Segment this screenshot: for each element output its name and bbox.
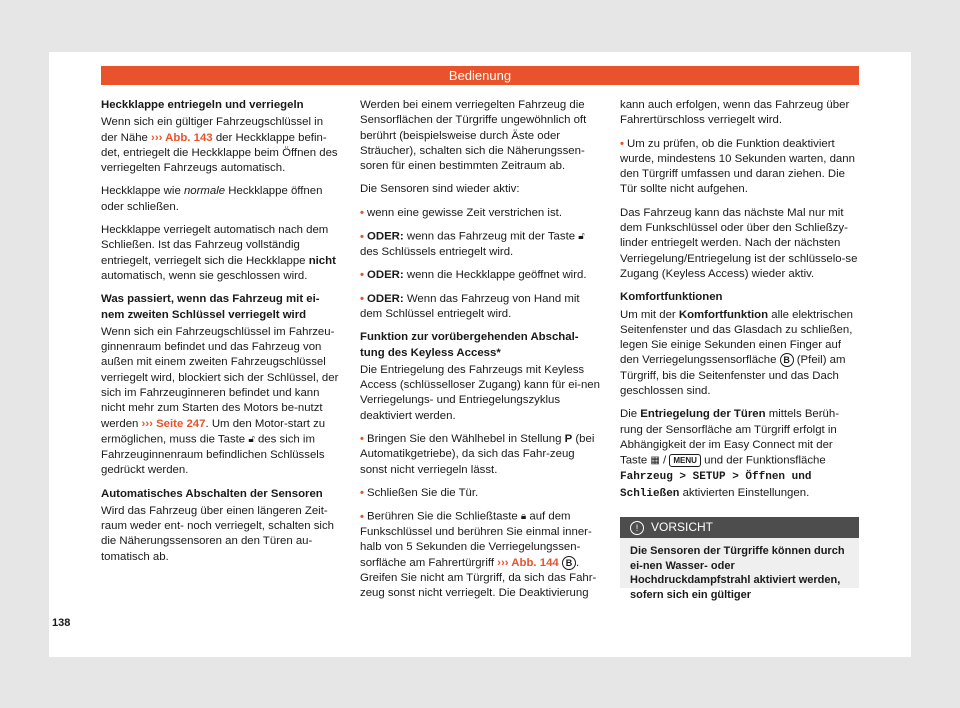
menu-key-icon: MENU [669, 454, 701, 467]
warning-title: VORSICHT [651, 520, 714, 534]
heading-sensor-shutdown: Automatisches Abschalten der Sensoren [101, 487, 323, 500]
paragraph: Die Entriegelung des Fahrzeugs mit Keyless Access (schlüsselloser Zugang) kann für ei-nen Verriegelungs- und Entriegelungszyklus deaktiviert werden. [360, 363, 600, 422]
bullet-icon: • [360, 269, 364, 282]
paragraph: Das Fahrzeug kann das nächste Mal nur mit dem Funkschlüssel oder über den Schließzy-linder entriegelt werden. Nach der nächsten Verriegelung/Entriegelung ist der schlüsselo-se Zugang (Keyless Access) wieder aktiv. [620, 206, 858, 280]
list-item: • ODER: Wenn das Fahrzeug von Hand mit dem Schlüssel entriegelt wird. [360, 292, 580, 320]
bullet-icon: • [620, 137, 624, 150]
column-right [620, 98, 860, 510]
apps-grid-icon: ▦ [650, 455, 660, 467]
page-number: 138 [52, 617, 71, 629]
paragraph: Werden bei einem verriegelten Fahrzeug die Sensorflächen der Türgriffe ungewöhnlich oft berührt (beispielsweise durch Äste oder Sträucher), schalten sich die Näherungssen-soren für einen bestimmten Zeitraum ab. [360, 99, 587, 173]
list-item: • Bringen Sie den Wählhebel in Stellung P (bei Automatikgetriebe), da sich das Fahr-zeug sonst nicht verriegeln lässt. [360, 433, 595, 476]
bullet-icon: • [360, 510, 364, 523]
bullet-icon: • [360, 433, 364, 446]
warning-box [620, 517, 859, 601]
column-left [101, 98, 341, 573]
paragraph: Die Entriegelung der Türen mittels Berüh-rung der Sensorfläche am Türgriff erfolgt in Abhängigkeit der im Easy Connect mit der Taste ▦ / MENU und der Funktionsfläche Fahrzeug > SETUP > Öffnen und Schließen aktivierten Einstellungen. [620, 408, 840, 500]
list-item: • ODER: wenn das Fahrzeug mit der Taste 🔓︎ des Schlüssels entriegelt wird. [360, 230, 585, 259]
unlock-key-icon: 🔓︎ [248, 433, 255, 445]
paragraph: Um mit der Komfortfunktion alle elektrischen Seitenfenster und das Glasdach zu schließen, legen Sie einige Sekunden einen Finger auf den Verriegelungssensorfläche B (Pfeil) am Türgriff, bis die Seitenfenster und das Dach geschlossen sind. [620, 308, 853, 398]
figure-ref-link[interactable]: ››› Abb. 144 [497, 556, 559, 569]
section-header: Bedienung [101, 66, 859, 85]
heading-comfort: Komfortfunktionen [620, 291, 723, 304]
heading-second-key: Was passiert, wenn das Fahrzeug mit ei-nem zweiten Schlüssel verriegelt wird [101, 293, 320, 321]
list-item: • ODER: wenn die Heckklappe geöffnet wird. [360, 269, 587, 282]
list-item: • Um zu prüfen, ob die Funktion deaktiviert wurde, mindestens 10 Sekunden warten, dann den Türgriff umfassen und daran ziehen. Die Tür sollte nicht aufgehen. [620, 137, 855, 196]
warning-header [620, 517, 859, 538]
bullet-icon: • [360, 292, 364, 305]
info-alert-icon: ! [630, 521, 644, 535]
callout-b-icon: B [780, 353, 794, 367]
paragraph: Wenn sich ein Fahrzeugschlüssel im Fahrzeu-ginnenraum befindet und das Fahrzeug von außen mit einem zweiten Fahrzeugschlüssel verriegelt wird, blockiert sich der Schlüssel, der sich im Fahrzeuginneren befindet und kann nicht mehr zum Starten des Motors be-nutzt werden ››› Seite 247. Um den Motor-start zu ermöglichen, muss die Taste 🔓︎ des sich im Fahrzeuginnenraum befindlichen Schlüssels gedrückt werden. [101, 325, 339, 477]
paragraph: Heckklappe wie normale Heckklappe öffnen oder schließen. [101, 185, 323, 213]
bullet-icon: • [360, 486, 364, 499]
warning-text: Die Sensoren der Türgriffe können durch ei-nen Wasser- oder Hochdruckdampfstrahl aktiviert werden, sofern sich ein gültiger [630, 545, 845, 601]
callout-b-icon: B [562, 556, 576, 570]
list-item: • wenn eine gewisse Zeit verstrichen ist. [360, 206, 562, 219]
paragraph: kann auch erfolgen, wenn das Fahrzeug über Fahrertürschloss verriegelt wird. [620, 99, 850, 127]
heading-unlock-lock: Heckklappe entriegeln und verriegeln [101, 99, 304, 111]
figure-ref-link[interactable]: ››› Abb. 143 [151, 131, 213, 144]
paragraph: Die Sensoren sind wieder aktiv: [360, 183, 520, 196]
menu-path: Fahrzeug > SETUP > Öffnen und Schließen [620, 471, 812, 500]
heading-keyless-disable: Funktion zur vorübergehenden Abschal-tung des Keyless Access* [360, 331, 579, 359]
list-item: • Schließen Sie die Tür. [360, 486, 479, 499]
paragraph: Heckklappe verriegelt automatisch nach dem Schließen. Ist das Fahrzeug vollständig entriegelt, verriegelt sich die Heckklappe nicht automatisch, wenn sie geschlossen wird. [101, 224, 336, 282]
paragraph: Wird das Fahrzeug über einen längeren Zeit-raum weder ent- noch verriegelt, schalten sich die Näherungssensoren an den Türen au-tomatisch ab. [101, 504, 334, 563]
lock-key-icon: 🔒︎ [520, 511, 527, 523]
paragraph: Wenn sich ein gültiger Fahrzeugschlüssel in der Nähe ››› Abb. 143 der Heckklappe befin-det, entriegelt die Heckklappe beim Öffnen des verriegelten Fahrzeugs automatisch. [101, 116, 338, 175]
list-item: • Berühren Sie die Schließtaste 🔒︎ auf dem Funkschlüssel und berühren Sie einmal inner-halb von 5 Sekunden die Verriegelungssen-sorfläche am Fahrertürgriff ››› Abb. 144 B . Greifen Sie nicht am Türgriff, da sich das Fahr-zeug sonst nicht verriegelt. Die Deaktivierung [360, 510, 597, 600]
page-ref-link[interactable]: ››› Seite 247 [141, 417, 206, 430]
bullet-icon: • [360, 230, 364, 243]
unlock-key-icon: 🔓︎ [578, 231, 585, 243]
bullet-icon: • [360, 206, 364, 219]
column-middle [360, 98, 600, 610]
